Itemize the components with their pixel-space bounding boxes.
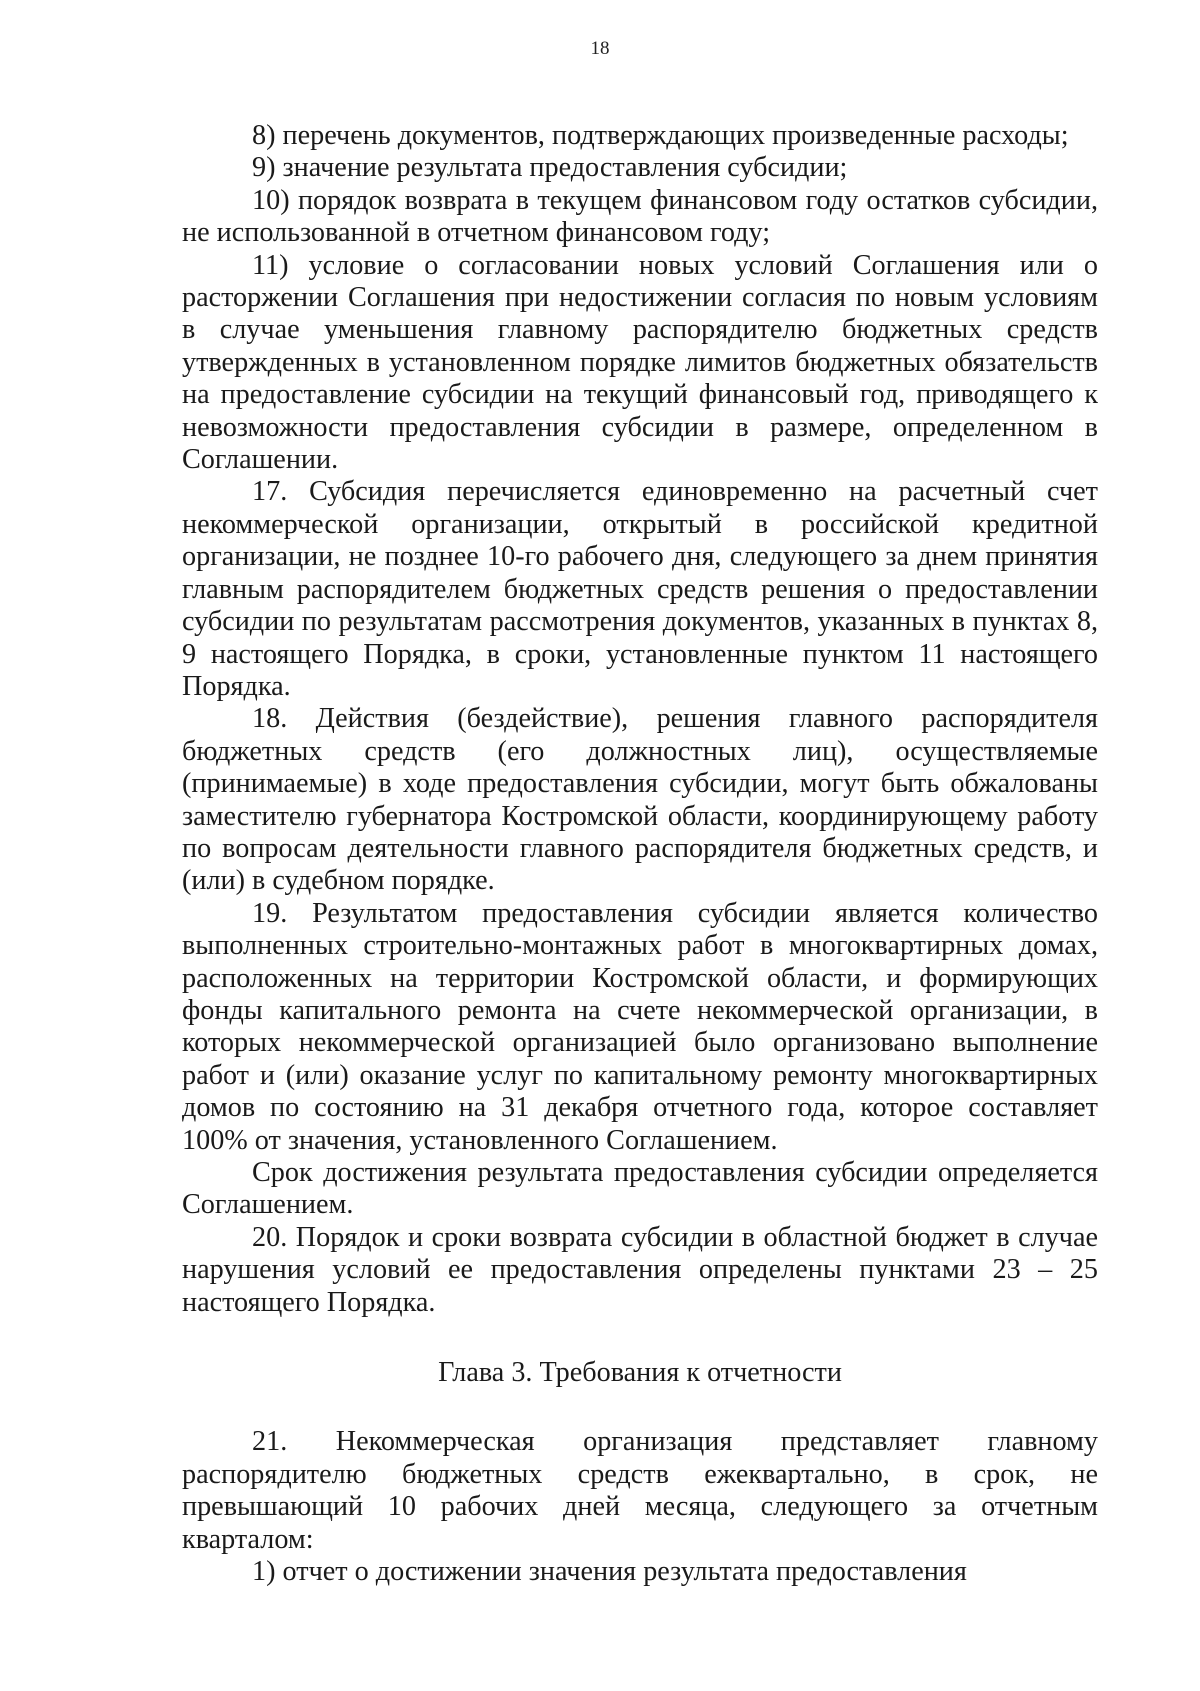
list-item-8: 8) перечень документов, подтверждающих произведенные расходы; (252, 120, 1069, 151)
clause-19-deadline: Срок достижения результата предоставления субсидии определяется Соглашением. (182, 1157, 1098, 1221)
list-item-9: 9) значение результата предоставления субсидии; (252, 152, 848, 184)
list-item-11: 11) условие о согласовании новых условий Соглашения или о расторжении Соглашения при недостижении согласия по новым условиям в случае уменьшения главному распорядителю бюджетных средств утвержденных в установленном порядке лимитов бюджетных обязательств на предоставление субсидии на текущий финансовый год, приводящего к невозможности предоставления субсидии в размере, определенном в Соглашении. (182, 249, 1098, 476)
document-body (182, 120, 1098, 1588)
list-item-10: 10) порядок возврата в текущем финансовом году остатков субсидии, не использованной в отчетном финансовом году; (182, 184, 1098, 249)
clause-21: 21. Некоммерческая организация представляет главному распорядителю бюджетных средств ежеквартально, в срок, не превышающий 10 рабочих дней месяца, следующего за отчетным кварталом: (182, 1426, 1098, 1555)
clause-21-item-1: 1) отчет о достижении значения результата предоставления (252, 1556, 967, 1588)
clause-19: 19. Результатом предоставления субсидии является количество выполненных строительно-монтажных работ в многоквартирных домах, расположенных на территории Костромской области, и формирующих фонды капитального ремонта на счете некоммерческой организации, в которых некоммерческой организацией было организовано выполнение работ и (или) оказание услуг по капитальному ремонту многоквартирных домов по состоянию на 31 декабря отчетного года, которое составляет 100% от значения, установленного Соглашением. (182, 897, 1098, 1156)
clause-17: 17. Субсидия перечисляется единовременно на расчетный счет некоммерческой организации, открытый в российской кредитной организации, не позднее 10-го рабочего дня, следующего за днем принятия главным распорядителем бюджетных средств решения о предоставлении субсидии по результатам рассмотрения документов, указанных в пунктах 8, 9 настоящего Порядка, в сроки, установленные пунктом 11 настоящего Порядка. (182, 476, 1098, 702)
clause-20: 20. Порядок и сроки возврата субсидии в областной бюджет в случае нарушения условий ее предоставления определены пунктами 23 – 25 настоящего Порядка. (182, 1221, 1098, 1318)
page-number: 18 (590, 38, 610, 59)
clause-18: 18. Действия (бездействие), решения главного распорядителя бюджетных средств (его должностных лиц), осуществляемые (принимаемые) в ходе предоставления субсидии, могут быть обжалованы заместителю губернатора Костромской области, координирующему работу по вопросам деятельности главного распорядителя бюджетных средств, и (или) в судебном порядке. (182, 703, 1098, 897)
chapter-title: Глава 3. Требования к отчетности (438, 1357, 842, 1389)
